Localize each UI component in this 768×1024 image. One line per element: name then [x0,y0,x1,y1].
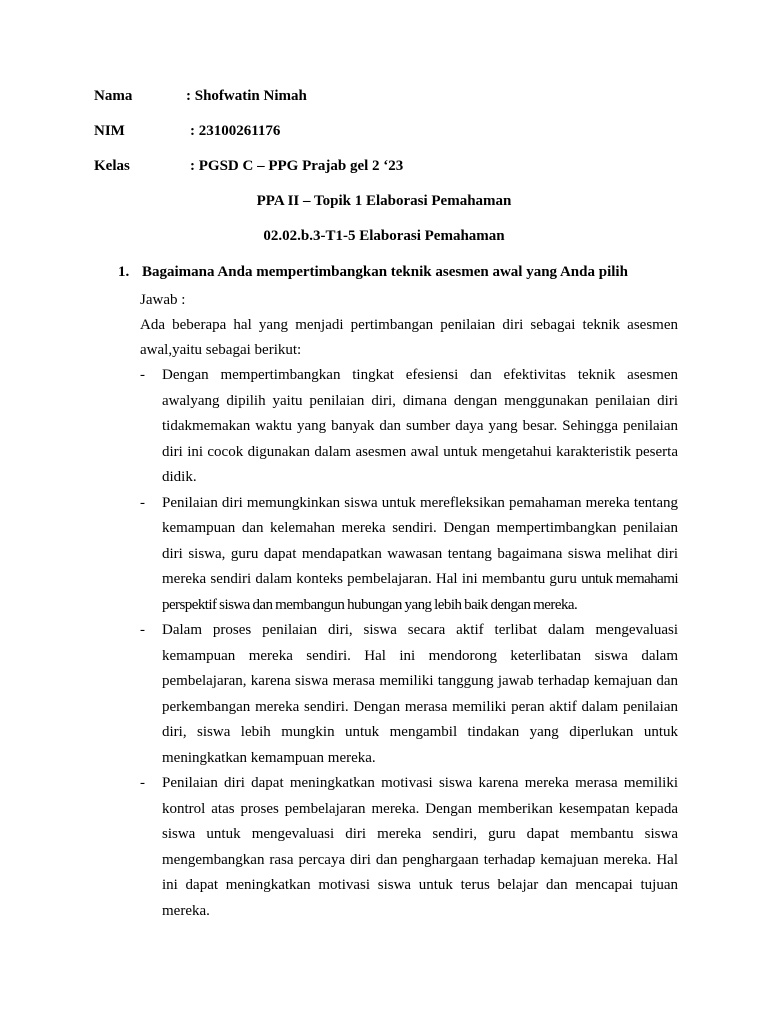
question-text: Bagaimana Anda mempertimbangkan teknik asesmen awal yang Anda pilih [142,264,628,280]
question-block [118,262,678,924]
field-label-nama: Nama [94,88,133,104]
bullet-marker: - [140,494,145,511]
answer-body [140,288,678,924]
question-number: 1. [118,264,130,280]
field-value-kelas: : PGSD C – PPG Prajab gel 2 ‘23 [190,158,404,174]
answer-bullet [140,491,678,619]
answer-label: Jawab : [140,292,186,308]
answer-bullet [140,618,678,771]
field-label-nim: NIM [94,123,125,139]
field-value-nim: : 23100261176 [190,123,281,139]
bullet-text: Dengan mempertimbangkan tingkat efesiensi dan efektivitas teknik asesmen awalyang dipilih yaitu penilaian diri, dimana dengan menggunakan penilaian diri tidakmemakan waktu yang banyak dan sumber daya yang besar. Sehingga penilaian diri ini cocok digunakan dalam asesmen awal untuk mengetahui karakteristik peserta didik. [162,367,678,485]
bullet-text: Dalam proses penilaian diri, siswa secara aktif terlibat dalam mengevaluasi kemampuan mereka sendiri. Hal ini mendorong keterlibatan siswa dalam pembelajaran, karena siswa merasa memiliki tanggung jawab terhadap kemajuan dan perkembangan mereka sendiri. Dengan merasa memiliki peran aktif dalam penilaian diri, siswa lebih mungkin untuk mengambil tindakan yang diperlukan untuk meningkatkan kemampuan mereka. [162,622,678,766]
answer-bullet [140,363,678,491]
answer-intro: Ada beberapa hal yang menjadi pertimbangan penilaian diri sebagai teknik asesmen awal,yaitu sebagai berikut: [140,317,678,358]
answer-bullet [140,771,678,924]
field-label-kelas: Kelas [94,158,130,174]
bullet-marker: - [140,775,145,791]
question-title [118,262,678,282]
document-title: PPA II – Topik 1 Elaborasi Pemahaman [256,193,512,209]
bullet-text: Penilaian diri memungkinkan siswa untuk merefleksikan pemahaman mereka tentang kemampuan dan kelemahan mereka sendiri. Dengan mempertimbangkan penilaian diri siswa, guru dapat mendapatkan wawasan tentang bagaimana siswa melihat diri mereka sendiri dalam konteks pembelajaran. Hal ini membantu guru [162,494,678,587]
bullet-text-condensed: untuk memahami perspektif siswa dan membangun hubungan yang lebih baik dengan mereka. [162,571,678,613]
document-subtitle: 02.02.b.3-T1-5 Elaborasi Pemahaman [263,228,505,244]
bullet-marker: - [140,622,145,638]
field-value-nama: : Shofwatin Nimah [186,88,307,104]
bullet-text: Penilaian diri dapat meningkatkan motivasi siswa karena mereka merasa memiliki kontrol atas proses pembelajaran mereka. Dengan memberikan kesempatan kepada siswa untuk mengevaluasi diri mereka sendiri, guru dapat membantu siswa mengembangkan rasa percaya diri dan penghargaan terhadap kemajuan mereka. Hal ini dapat meningkatkan motivasi siswa untuk terus belajar dan mencapai tujuan mereka. [162,775,678,919]
bullet-marker: - [140,367,145,383]
